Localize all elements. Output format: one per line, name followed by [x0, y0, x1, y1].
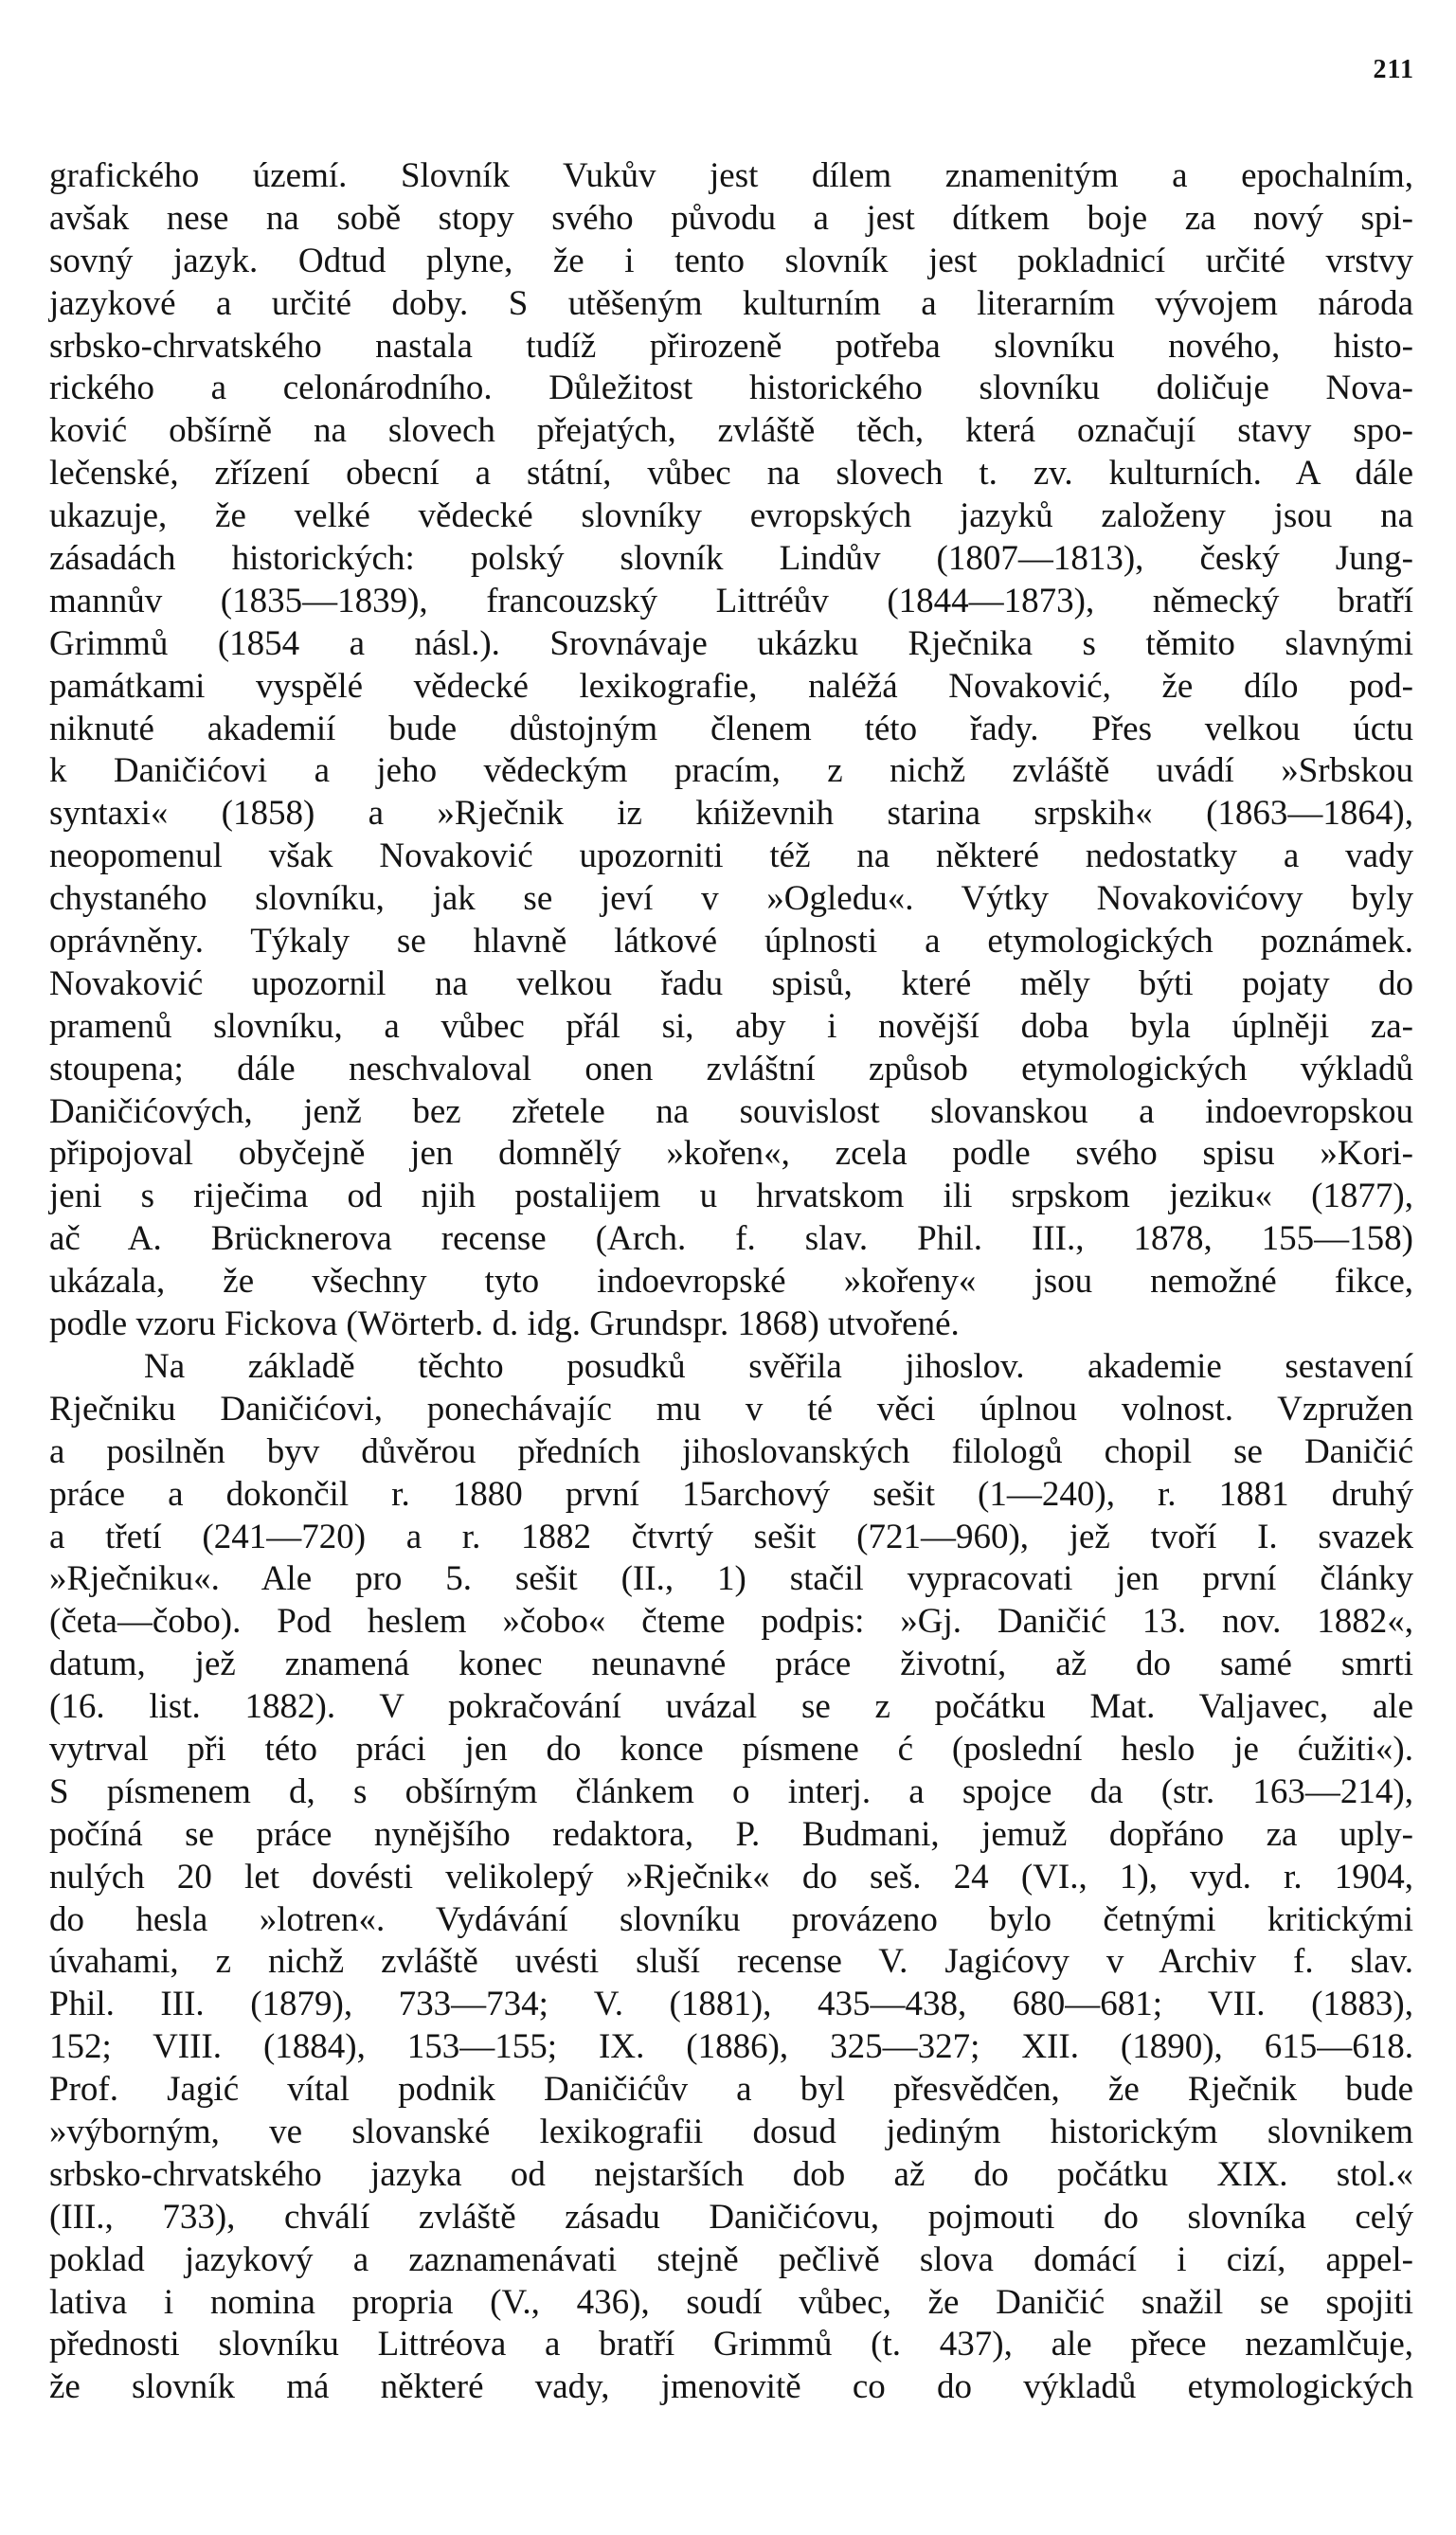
text-line: počíná se práce nynějšího redaktora, P. Budmani, jemuž dopřáno za uply- — [49, 1814, 1413, 1854]
text-line: stoupena; dále neschvaloval onen zvláštní způsob etymologických výkladů — [49, 1049, 1413, 1088]
text-line: lečenské, zřízení obecní a státní, vůbec na slovech t. zv. kulturních. A dále — [49, 454, 1413, 494]
text-line: pramenů slovníku, a vůbec přál si, aby i novější doba byla úplněji za- — [49, 1006, 1413, 1046]
text-line: S písmenem d, s obšírným článkem o interj. a spojce da (str. 163—214), — [49, 1771, 1413, 1811]
text-line: do hesla »lotren«. Vydávání slovníku provázeno bylo četnými kritickými — [49, 1899, 1413, 1939]
text-line: Phil. III. (1879), 733—734; V. (1881), 435—438, 680—681; VII. (1883), — [49, 1985, 1413, 2024]
text-line: 152; VIII. (1884), 153—155; IX. (1886), 325—327; XII. (1890), 615—618. — [49, 2027, 1413, 2067]
text-line: srbsko-chrvatského jazyka od nejstarších dob až do počátku XIX. stol.« — [49, 2154, 1413, 2194]
text-line: datum, jež znamená konec neunavné práce životní, až do samé smrti — [49, 1645, 1413, 1684]
text-line: Grimmů (1854 a násl.). Srovnávaje ukázku Rječnika s těmito slavnými — [49, 623, 1413, 663]
text-line: rického a celonárodního. Důležitost historického slovníku doličuje Nova- — [49, 369, 1413, 408]
text-line: ković obšírně na slovech přejatých, zvláště těch, která označují stavy spo- — [49, 411, 1413, 451]
text-line: a posilněn byv důvěrou předních jihoslovanských filologů chopil se Daničić — [49, 1431, 1413, 1471]
text-line: ukázala, že všechny tyto indoevropské »kořeny« jsou nemožné fikce, — [49, 1262, 1413, 1302]
text-line: oprávněny. Týkaly se hlavně látkové úplnosti a etymologických poznámek. — [49, 922, 1413, 962]
text-line: ač A. Brücknerova recense (Arch. f. slav. Phil. III., 1878, 155—158) — [49, 1219, 1413, 1259]
text-line: a třetí (241—720) a r. 1882 čtvrtý sešit (721—960), jež tvoří I. svazek — [49, 1517, 1413, 1556]
text-line: poklad jazykový a zaznamenávati stejně pečlivě slova domácí i cizí, appel- — [49, 2239, 1413, 2279]
text-line: Rječniku Daničićovi, ponechávajíc mu v té věci úplnou volnost. Vzpružen — [49, 1389, 1413, 1429]
text-line: jeni s riječima od njih postalijem u hrvatskom ili srpskom jeziku« (1877), — [49, 1177, 1413, 1216]
text-line: k Daničićovi a jeho vědeckým pracím, z nichž zvláště uvádí »Srbskou — [49, 751, 1413, 791]
text-line: práce a dokončil r. 1880 první 15archový sešit (1—240), r. 1881 druhý — [49, 1474, 1413, 1514]
text-line: lativa i nomina propria (V., 436), soudí vůbec, že Daničić snažil se spojiti — [49, 2282, 1413, 2322]
text-line: přednosti slovníku Littréova a bratří Grimmů (t. 437), ale přece nezamlčuje, — [49, 2325, 1413, 2364]
text-line: Novaković upozornil na velkou řadu spisů, které měly býti pojaty do — [49, 963, 1413, 1003]
text-line: srbsko-chrvatského nastala tudíž přirozeně potřeba slovníku nového, histo- — [49, 326, 1413, 366]
text-line: mannův (1835—1839), francouzský Littréův (1844—1873), německý bratří — [49, 581, 1413, 620]
text-line: vytrval při této práci jen do konce písmene ć (poslední heslo je ćužiti«). — [49, 1729, 1413, 1769]
text-line: podle vzoru Fickova (Wörterb. d. idg. Grundspr. 1868) utvořené. — [49, 1304, 960, 1344]
text-line: sovný jazyk. Odtud plyne, že i tento slovník jest pokladnicí určité vrstvy — [49, 241, 1413, 280]
text-line: avšak nese na sobě stopy svého původu a jest dítkem boje za nový spi- — [49, 198, 1413, 238]
text-line: zásadách historických: polský slovník Lindův (1807—1813), český Jung- — [49, 539, 1413, 579]
text-line: Na základě těchto posudků svěřila jihoslov. akademie sestavení — [144, 1346, 1413, 1386]
text-line: připojoval obyčejně jen domnělý »kořen«, zcela podle svého spisu »Kori- — [49, 1134, 1413, 1174]
text-line: chystaného slovníku, jak se jeví v »Ogledu«. Výtky Novakovićovy byly — [49, 879, 1413, 919]
text-line: neopomenul však Novaković upozorniti též na některé nedostatky a vady — [49, 836, 1413, 876]
text-line: že slovník má některé vady, jmenovitě co do výkladů etymologických — [49, 2367, 1413, 2407]
text-line: grafického území. Slovník Vukův jest dílem znamenitým a epochalním, — [49, 156, 1413, 195]
text-line: Prof. Jagić vítal podnik Daničićův a byl přesvědčen, že Rječnik bude — [49, 2070, 1413, 2110]
text-line: nulých 20 let dovésti velikolepý »Rječnik« do seš. 24 (VI., 1), vyd. r. 1904, — [49, 1857, 1413, 1897]
text-line: ukazuje, že velké vědecké slovníky evropských jazyků založeny jsou na — [49, 496, 1413, 536]
text-line: (četa—čobo). Pod heslem »čobo« čteme podpis: »Gj. Daničić 13. nov. 1882«, — [49, 1602, 1413, 1642]
body-text — [49, 155, 1413, 2409]
text-line: úvahami, z nichž zvláště uvésti sluší recense V. Jagićovy v Archiv f. slav. — [49, 1942, 1413, 1982]
text-line: jazykové a určité doby. S utěšeným kulturním a literarním vývojem národa — [49, 283, 1413, 323]
text-line: (III., 733), chválí zvláště zásadu Daničićovu, pojmouti do slovníka celý — [49, 2197, 1413, 2237]
text-line: památkami vyspělé vědecké lexikografie, naléžá Novaković, že dílo pod- — [49, 666, 1413, 706]
page-number: 211 — [1373, 55, 1414, 84]
text-line: Daničićových, jenž bez zřetele na souvislost slovanskou a indoevropskou — [49, 1091, 1413, 1131]
text-line: »výborným, ve slovanské lexikografii dosud jediným historickým slovnikem — [49, 2112, 1413, 2151]
text-line: »Rječniku«. Ale pro 5. sešit (II., 1) stačil vypracovati jen první články — [49, 1559, 1413, 1599]
text-line: (16. list. 1882). V pokračování uvázal se z počátku Mat. Valjavec, ale — [49, 1687, 1413, 1727]
text-line: niknuté akademií bude důstojným členem této řady. Přes velkou úctu — [49, 709, 1413, 748]
text-line: syntaxi« (1858) a »Rječnik iz kńiževnih starina srpskih« (1863—1864), — [49, 794, 1413, 834]
